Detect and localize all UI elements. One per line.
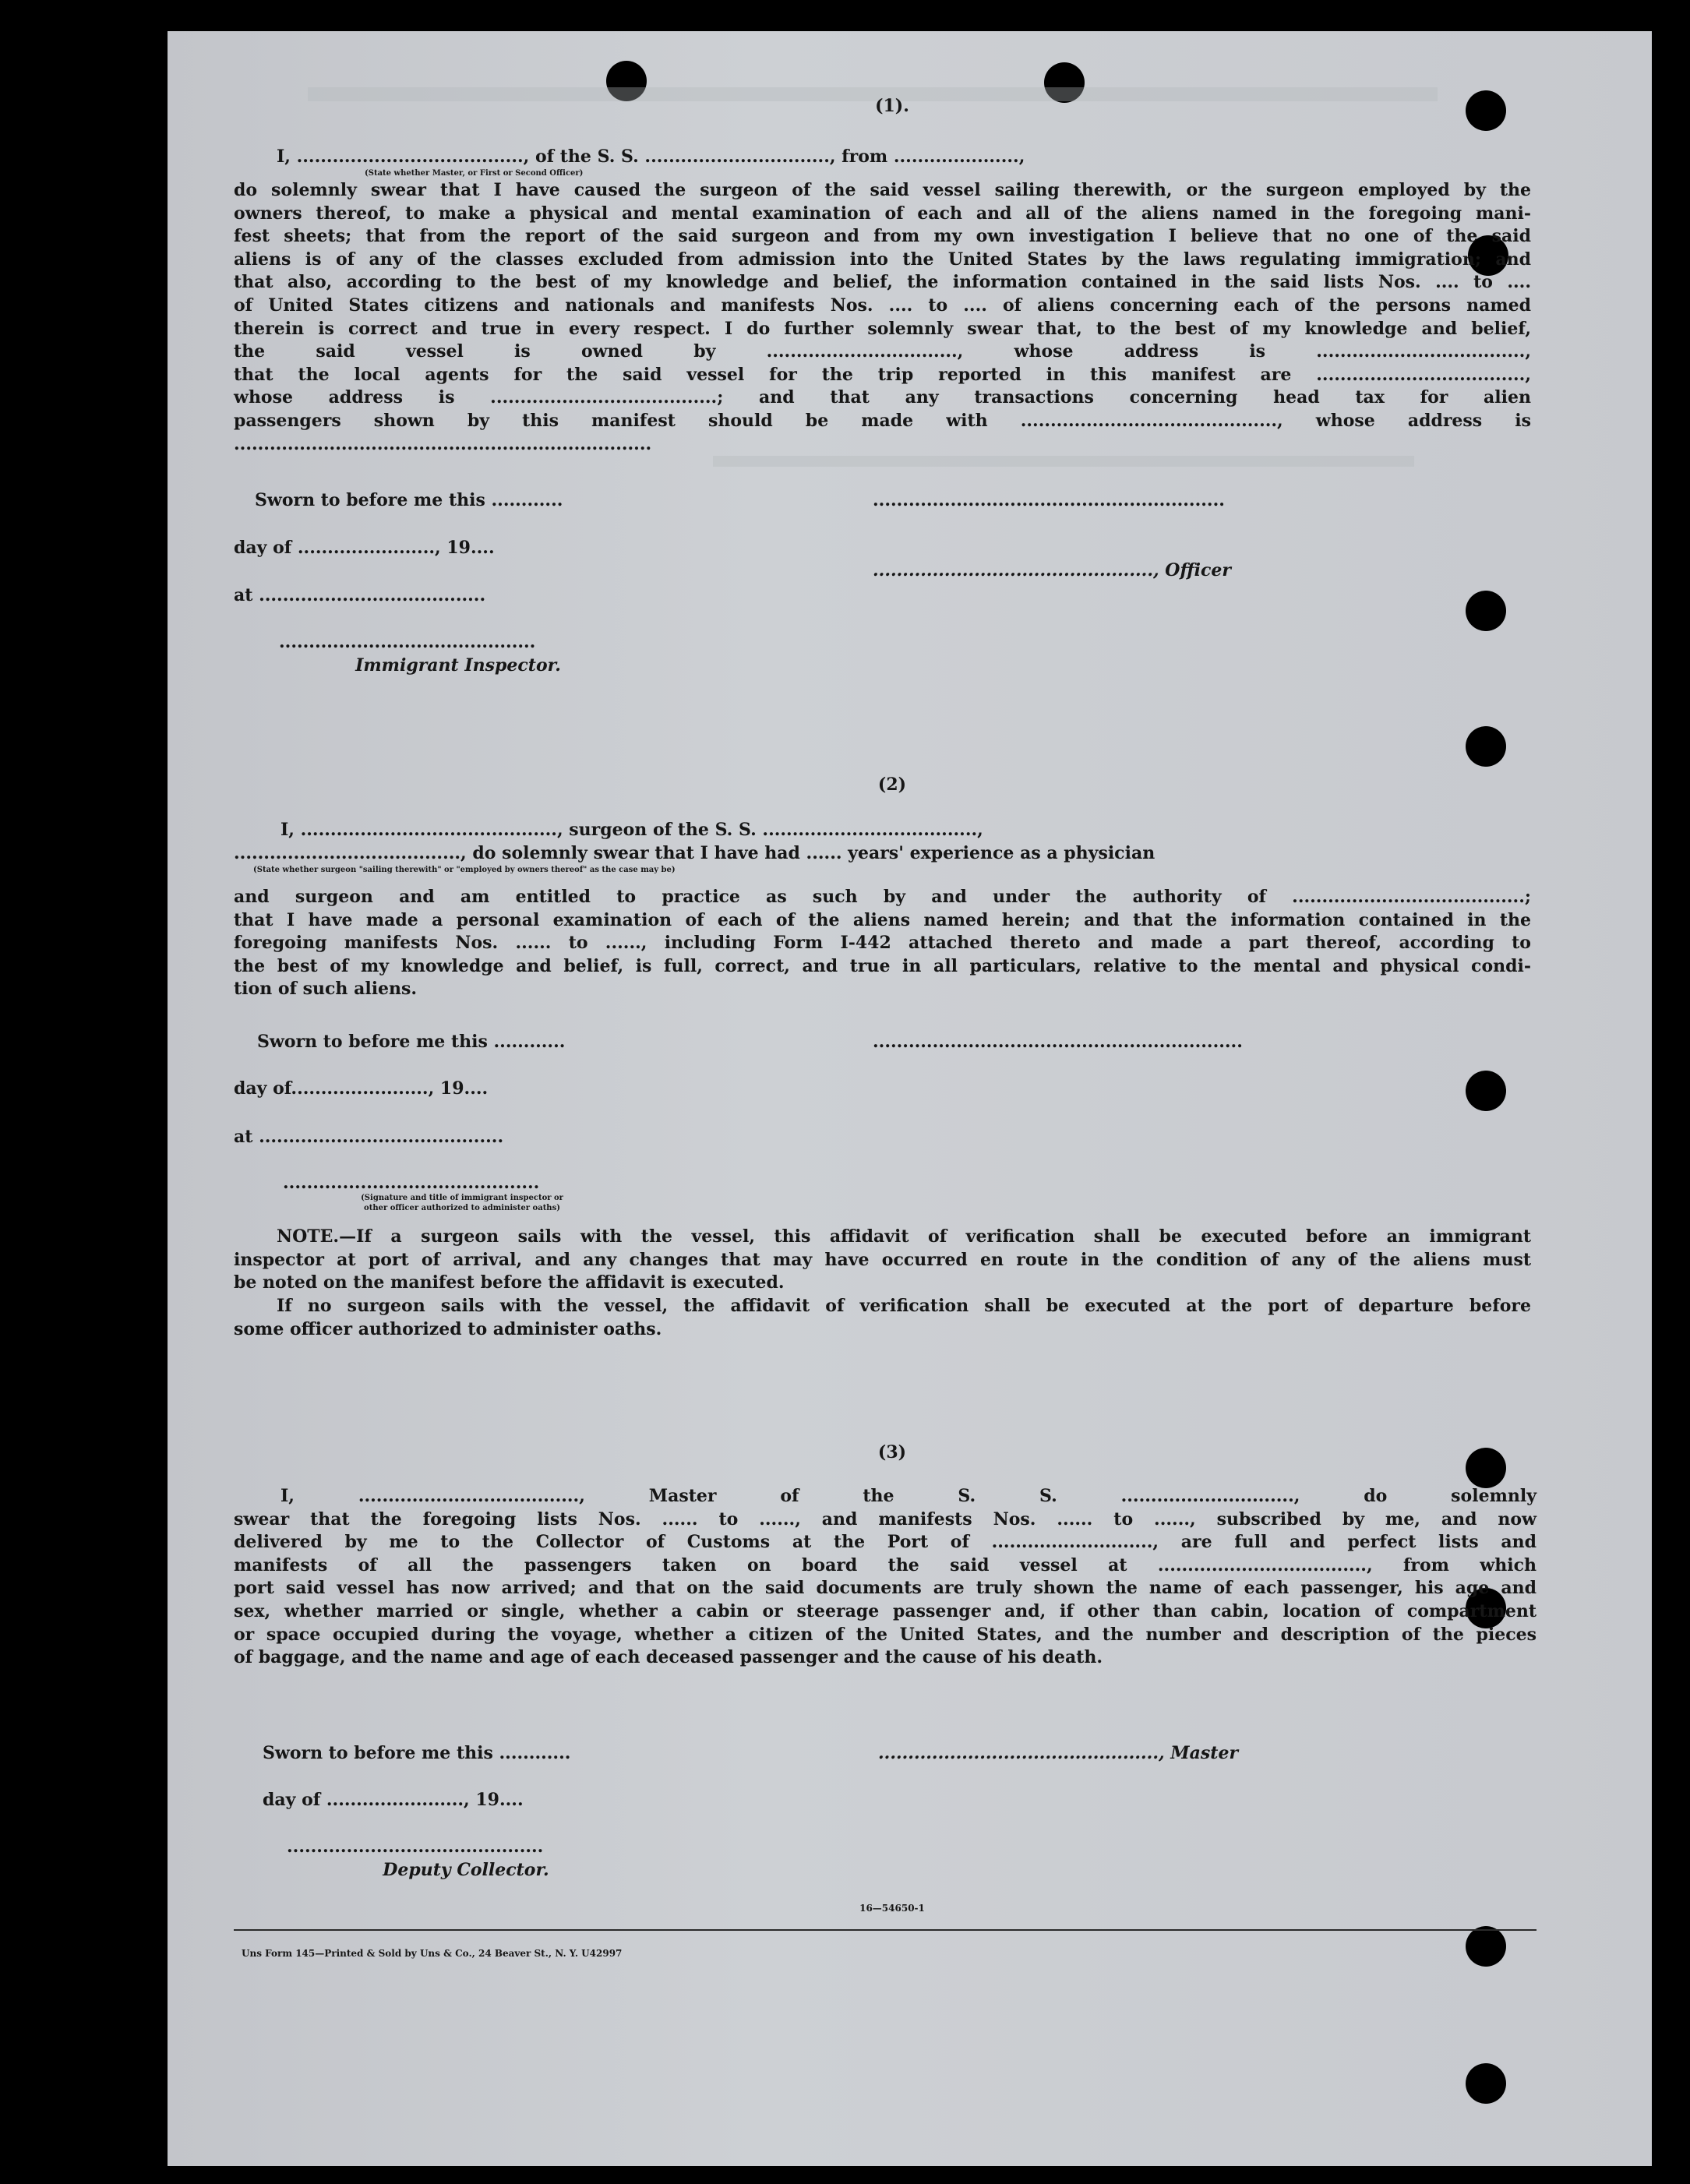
body-line: that also, according to the best of my knowledge and belief, the information contained in the said lists Nos. .... to ....	[234, 272, 1531, 293]
officer-hint: (State whether Master, or First or Second Officer)	[365, 169, 584, 178]
body-line: and surgeon and am entitled to practice as such by and under the authority of .......................................;	[234, 887, 1531, 907]
section-3-number: (3)	[877, 1442, 907, 1462]
surgeon-hint: (State whether surgeon "sailing therewith" or "employed by owners thereof" as the case may be)	[253, 866, 676, 874]
at-line: at ......................................	[234, 585, 486, 605]
inspector-hint: (Signature and title of immigrant inspector or	[361, 1194, 563, 1202]
collector-label: Deputy Collector.	[383, 1860, 549, 1880]
body-line: that I have made a personal examination of each of the aliens named herein; and that the information contained in the	[234, 909, 1531, 930]
body-line: I, ....................................., Master of the S. S. ............................., do solemnly	[280, 1486, 1537, 1506]
sworn-line: Sworn to before me this ............	[257, 1032, 566, 1052]
manifest-page	[168, 31, 1652, 2166]
punch-hole	[1466, 2063, 1506, 2104]
body-line: sex, whether married or single, whether a cabin or steerage passenger and, if other than cabin, location of compartment	[234, 1600, 1537, 1621]
body-line: aliens is of any of the classes excluded from admission into the United States by the laws regulating immigration; and	[234, 249, 1531, 270]
sworn-line: Sworn to before me this ............	[263, 1743, 571, 1763]
inspector-dots: ...........................................	[283, 1173, 540, 1193]
body-line: passengers shown by this manifest should be made with ..........................................., whose address is	[234, 410, 1531, 431]
day-of-line: day of......................., 19....	[234, 1078, 489, 1099]
body-line: swear that the foregoing lists Nos. ...... to ......, and manifests Nos. ...... to ......, subscribed by me, and now	[234, 1508, 1537, 1530]
body-line: the said vessel is owned by ................................, whose address is ...................................,	[234, 341, 1531, 362]
section-2-line-1: I, ..........................................., surgeon of the S. S. ....................................,	[280, 820, 983, 840]
body-line: or space occupied during the voyage, whether a citizen of the United States, and the number and description of the pieces	[234, 1624, 1537, 1645]
section-2-body	[234, 886, 1531, 1001]
body-line: ......................................................................	[234, 433, 652, 454]
at-line: at .........................................	[234, 1127, 504, 1147]
punch-hole	[1466, 726, 1506, 767]
printer-line: Uns Form 145—Printed & Sold by Uns & Co., 24 Beaver St., N. Y. U42997	[242, 1948, 623, 1959]
body-line: delivered by me to the Collector of Customs at the Port of ..........................., are full and perfect lists and	[234, 1532, 1537, 1553]
note-line: some officer authorized to administer oaths.	[234, 1318, 662, 1339]
form-code: 16—54650-1	[859, 1903, 925, 1914]
day-of-line: day of ......................., 19....	[263, 1790, 524, 1810]
body-line: owners thereof, to make a physical and mental examination of each and all of the aliens named in the foregoing mani-	[234, 203, 1531, 224]
note-paragraph-2	[234, 1295, 1531, 1341]
day-of-line: day of ......................., 19....	[234, 538, 495, 558]
section-1-body	[234, 179, 1531, 456]
note-line: If no surgeon sails with the vessel, the affidavit of verification shall be executed at the port of departure before	[277, 1296, 1531, 1316]
officer-signature-line: ..............................................., Officer	[873, 560, 1232, 580]
section-3-body	[234, 1485, 1537, 1670]
punch-hole	[1466, 1071, 1506, 1111]
inspector-dots: ...........................................	[279, 632, 536, 652]
punch-hole	[1466, 591, 1506, 631]
note-paragraph	[234, 1226, 1531, 1295]
sworn-line: Sworn to before me this ............	[255, 490, 563, 510]
section-2-number: (2)	[877, 774, 907, 795]
master-signature-line: ..............................................., Master	[878, 1743, 1239, 1763]
section-2-line-2: ......................................, do solemnly swear that I have had ...... years' experience as a physician	[234, 843, 1155, 863]
note-line: be noted on the manifest before the affidavit is executed.	[234, 1272, 785, 1293]
inspector-label: Immigrant Inspector.	[355, 655, 561, 676]
section-1-number: (1).	[875, 96, 909, 116]
body-line: manifests of all the passengers taken on board the said vessel at ..................................., from which	[234, 1554, 1537, 1575]
body-line: do solemnly swear that I have caused the surgeon of the said vessel sailing therewith, or the surgeon employed by the	[234, 180, 1531, 200]
section-1-oath-line: I, ......................................, of the S. S. ..............................., from .....................,	[277, 146, 1025, 167]
body-line: therein is correct and true in every respect. I do further solemnly swear that, to the best of my knowledge and belief,	[234, 318, 1531, 339]
signature-dots: ..............................................................	[873, 1032, 1243, 1052]
body-line: that the local agents for the said vessel for the trip reported in this manifest are ...................................,	[234, 364, 1531, 385]
body-line: fest sheets; that from the report of the said surgeon and from my own investigation I believe that no one of the said	[234, 226, 1531, 247]
body-line: whose address is ......................................; and that any transactions concerning head tax for alien	[234, 387, 1531, 408]
footer-rule	[234, 1929, 1537, 1931]
officer-dots: ...........................................................	[873, 490, 1225, 510]
body-line: of United States citizens and nationals and manifests Nos. .... to .... of aliens concerning each of the persons named	[234, 295, 1531, 316]
body-line: the best of my knowledge and belief, is full, correct, and true in all particulars, relative to the mental and physical condi-	[234, 955, 1531, 976]
body-line: port said vessel has now arrived; and that on the said documents are truly shown the name of each passenger, his age and	[234, 1578, 1537, 1599]
body-line: foregoing manifests Nos. ...... to ......, including Form I-442 attached thereto and made a part thereof, according to	[234, 933, 1531, 954]
collector-dots: ...........................................	[287, 1836, 544, 1857]
note-line: NOTE.—If a surgeon sails with the vessel, this affidavit of verification shall be executed before an immigrant	[277, 1226, 1531, 1247]
bleed-through-band	[713, 456, 1414, 467]
body-line: of baggage, and the name and age of each deceased passenger and the cause of his death.	[234, 1647, 1103, 1668]
note-line: inspector at port of arrival, and any changes that may have occurred en route in the condition of any of the aliens must	[234, 1249, 1531, 1270]
inspector-hint: other officer authorized to administer oaths)	[364, 1204, 560, 1212]
body-line: tion of such aliens.	[234, 979, 418, 1000]
punch-hole	[1466, 1926, 1506, 1967]
